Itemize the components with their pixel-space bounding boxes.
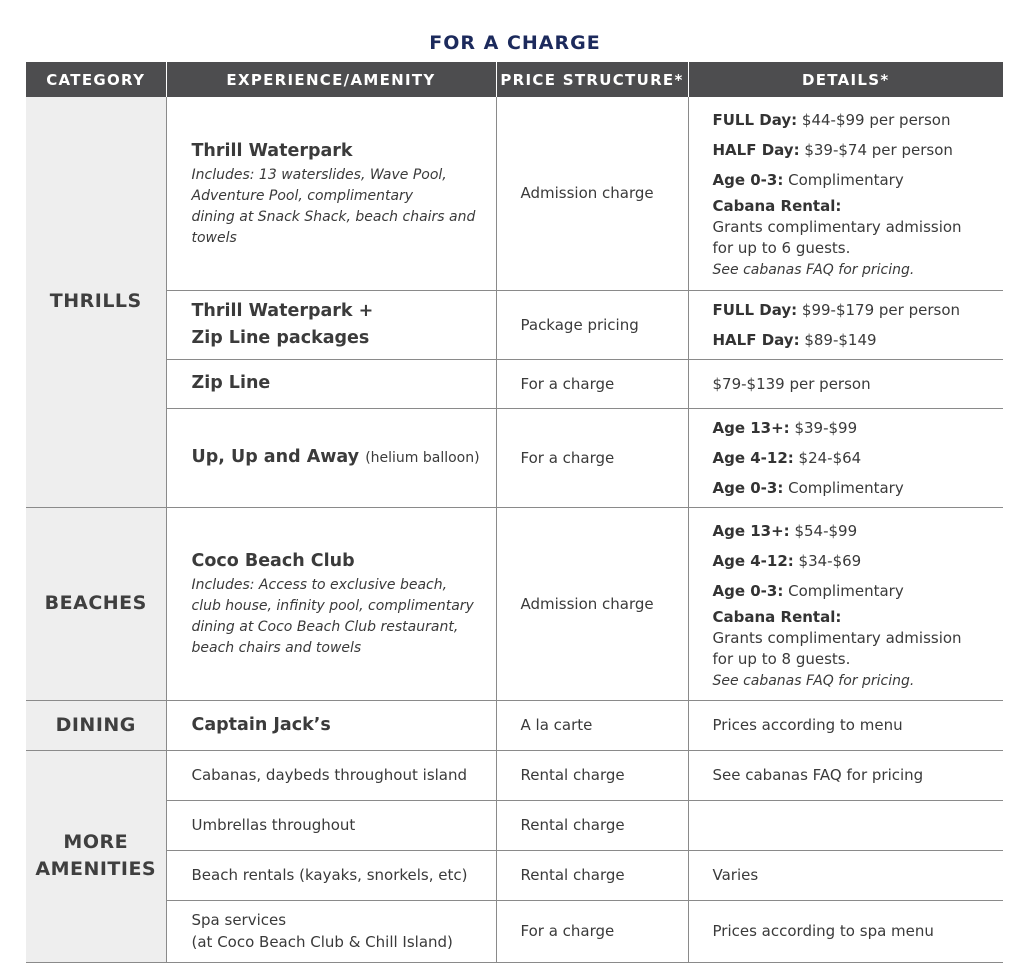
experience-cell bbox=[166, 359, 496, 408]
includes-line: club house, infinity pool, complimentary bbox=[191, 598, 474, 614]
includes-text bbox=[192, 165, 490, 249]
detail-label: Age 13+: bbox=[712, 418, 790, 437]
detail-value: $44-$99 per person bbox=[797, 111, 951, 130]
detail-line bbox=[713, 546, 1000, 576]
details-cell: Varies bbox=[688, 850, 1003, 900]
experience-cell bbox=[166, 97, 496, 290]
experience-name: Spa services bbox=[191, 911, 287, 929]
detail-line bbox=[713, 165, 1000, 195]
experience-name: Thrill Waterpark + bbox=[191, 300, 374, 321]
experience-cell bbox=[166, 800, 496, 850]
experience-cell bbox=[166, 290, 496, 359]
table-row bbox=[26, 290, 1003, 359]
includes-line: towels bbox=[191, 229, 237, 246]
table-row bbox=[26, 800, 1003, 850]
category-label: THRILLS bbox=[49, 290, 142, 313]
price-cell: For a charge bbox=[496, 900, 688, 962]
includes-text bbox=[192, 575, 490, 659]
experience-cell bbox=[166, 408, 496, 507]
table-row bbox=[26, 750, 1003, 800]
table-row bbox=[26, 850, 1003, 900]
experience-cell bbox=[166, 507, 496, 700]
experience-cell bbox=[166, 850, 496, 900]
experience-name: Coco Beach Club bbox=[191, 551, 355, 571]
price-cell: For a charge bbox=[496, 408, 688, 507]
price-cell: Package pricing bbox=[496, 290, 688, 359]
experience-name: Umbrellas throughout bbox=[191, 816, 356, 834]
category-beaches bbox=[26, 507, 166, 700]
detail-label: Age 13+: bbox=[712, 521, 790, 540]
details-cell bbox=[688, 800, 1003, 850]
detail-label: Age 4-12: bbox=[712, 551, 794, 570]
experience-cell bbox=[166, 900, 496, 962]
cabana-rental bbox=[713, 196, 1000, 281]
experience-name: Zip Line bbox=[191, 373, 271, 393]
table-header bbox=[26, 62, 1003, 97]
detail-label: Age 4-12: bbox=[712, 448, 794, 467]
detail-label: Age 0-3: bbox=[712, 171, 784, 190]
details-cell: Prices according to menu bbox=[688, 700, 1003, 750]
table-row bbox=[26, 359, 1003, 408]
price-cell: A la carte bbox=[496, 700, 688, 750]
header-details: DETAILS* bbox=[688, 62, 1003, 97]
details-cell: $79-$139 per person bbox=[688, 359, 1003, 408]
category-dining bbox=[26, 700, 166, 750]
detail-line bbox=[713, 413, 1000, 443]
detail-line bbox=[713, 516, 1000, 546]
details-cell bbox=[688, 97, 1003, 290]
cabana-label: Cabana Rental: bbox=[712, 607, 842, 626]
includes-line: beach chairs and towels bbox=[191, 640, 362, 656]
details-cell bbox=[688, 290, 1003, 359]
detail-value: Complimentary bbox=[783, 581, 904, 600]
category-thrills bbox=[26, 97, 166, 507]
includes-line: dining at Snack Shack, beach chairs and bbox=[191, 208, 476, 225]
details-cell bbox=[688, 408, 1003, 507]
table-row bbox=[26, 900, 1003, 962]
experience-cell bbox=[166, 750, 496, 800]
detail-label: FULL Day: bbox=[712, 300, 798, 319]
details-cell: Prices according to spa menu bbox=[688, 900, 1003, 962]
cabana-line: for up to 8 guests. bbox=[712, 649, 851, 668]
price-cell: Rental charge bbox=[496, 800, 688, 850]
detail-value: $39-$99 bbox=[789, 418, 858, 437]
experience-name: (at Coco Beach Club & Chill Island) bbox=[191, 933, 453, 951]
header-category: CATEGORY bbox=[26, 62, 166, 97]
detail-value: $39-$74 per person bbox=[799, 141, 953, 160]
table-row bbox=[26, 408, 1003, 507]
experience-name-suffix: (helium balloon) bbox=[365, 449, 480, 466]
detail-value: $99-$179 per person bbox=[797, 300, 961, 319]
category-label: DINING bbox=[55, 713, 136, 736]
price-cell: For a charge bbox=[496, 359, 688, 408]
detail-line bbox=[713, 135, 1000, 165]
cabana-rental bbox=[713, 607, 1000, 692]
category-label: MORE bbox=[63, 831, 129, 853]
price-cell: Admission charge bbox=[496, 97, 688, 290]
cabana-line: Grants complimentary admission bbox=[712, 218, 962, 237]
table-row bbox=[26, 97, 1003, 290]
category-label: AMENITIES bbox=[35, 858, 157, 880]
detail-value: $34-$69 bbox=[793, 551, 862, 570]
detail-line bbox=[713, 576, 1000, 606]
experience-name: Zip Line packages bbox=[191, 327, 370, 348]
experience-name: Captain Jack’s bbox=[191, 714, 331, 735]
cabana-line: for up to 6 guests. bbox=[712, 239, 851, 258]
detail-label: Age 0-3: bbox=[712, 478, 784, 497]
details-cell bbox=[688, 507, 1003, 700]
cabana-line: Grants complimentary admission bbox=[712, 628, 962, 647]
detail-label: Age 0-3: bbox=[712, 581, 784, 600]
detail-value: $89-$149 bbox=[799, 330, 877, 349]
experience-name: Thrill Waterpark bbox=[191, 140, 353, 161]
cabana-label: Cabana Rental: bbox=[712, 197, 842, 216]
cabana-note: See cabanas FAQ for pricing. bbox=[712, 262, 915, 279]
experience-name bbox=[192, 444, 490, 472]
details-cell: See cabanas FAQ for pricing bbox=[688, 750, 1003, 800]
includes-line: Includes: Access to exclusive beach, bbox=[191, 577, 448, 593]
pricing-table bbox=[26, 62, 1003, 963]
detail-value: $54-$99 bbox=[789, 521, 858, 540]
detail-value: $24-$64 bbox=[793, 448, 862, 467]
category-label: BEACHES bbox=[44, 592, 147, 614]
includes-line: Includes: 13 waterslides, Wave Pool, bbox=[191, 166, 447, 183]
detail-line bbox=[713, 105, 1000, 135]
category-more-amenities bbox=[26, 750, 166, 962]
price-cell: Admission charge bbox=[496, 507, 688, 700]
detail-value: Complimentary bbox=[783, 171, 904, 190]
experience-cell bbox=[166, 700, 496, 750]
experience-name-text: Up, Up and Away bbox=[191, 446, 360, 467]
detail-label: HALF Day: bbox=[712, 330, 800, 349]
experience-name: Beach rentals (kayaks, snorkels, etc) bbox=[191, 866, 468, 884]
table-row bbox=[26, 507, 1003, 700]
table-row bbox=[26, 700, 1003, 750]
header-price-structure: PRICE STRUCTURE* bbox=[496, 62, 688, 97]
page-title: FOR A CHARGE bbox=[429, 32, 601, 54]
price-cell: Rental charge bbox=[496, 850, 688, 900]
includes-line: dining at Coco Beach Club restaurant, bbox=[191, 619, 459, 635]
detail-line bbox=[713, 443, 1000, 473]
header-experience: EXPERIENCE/AMENITY bbox=[166, 62, 496, 97]
detail-value: Complimentary bbox=[783, 478, 904, 497]
price-cell: Rental charge bbox=[496, 750, 688, 800]
includes-line: Adventure Pool, complimentary bbox=[191, 187, 414, 204]
detail-line bbox=[713, 295, 1000, 325]
experience-name: Cabanas, daybeds throughout island bbox=[191, 766, 468, 784]
detail-line bbox=[713, 325, 1000, 355]
detail-label: HALF Day: bbox=[712, 141, 800, 160]
detail-line bbox=[713, 473, 1000, 503]
detail-label: FULL Day: bbox=[712, 111, 798, 130]
cabana-note: See cabanas FAQ for pricing. bbox=[712, 672, 915, 689]
